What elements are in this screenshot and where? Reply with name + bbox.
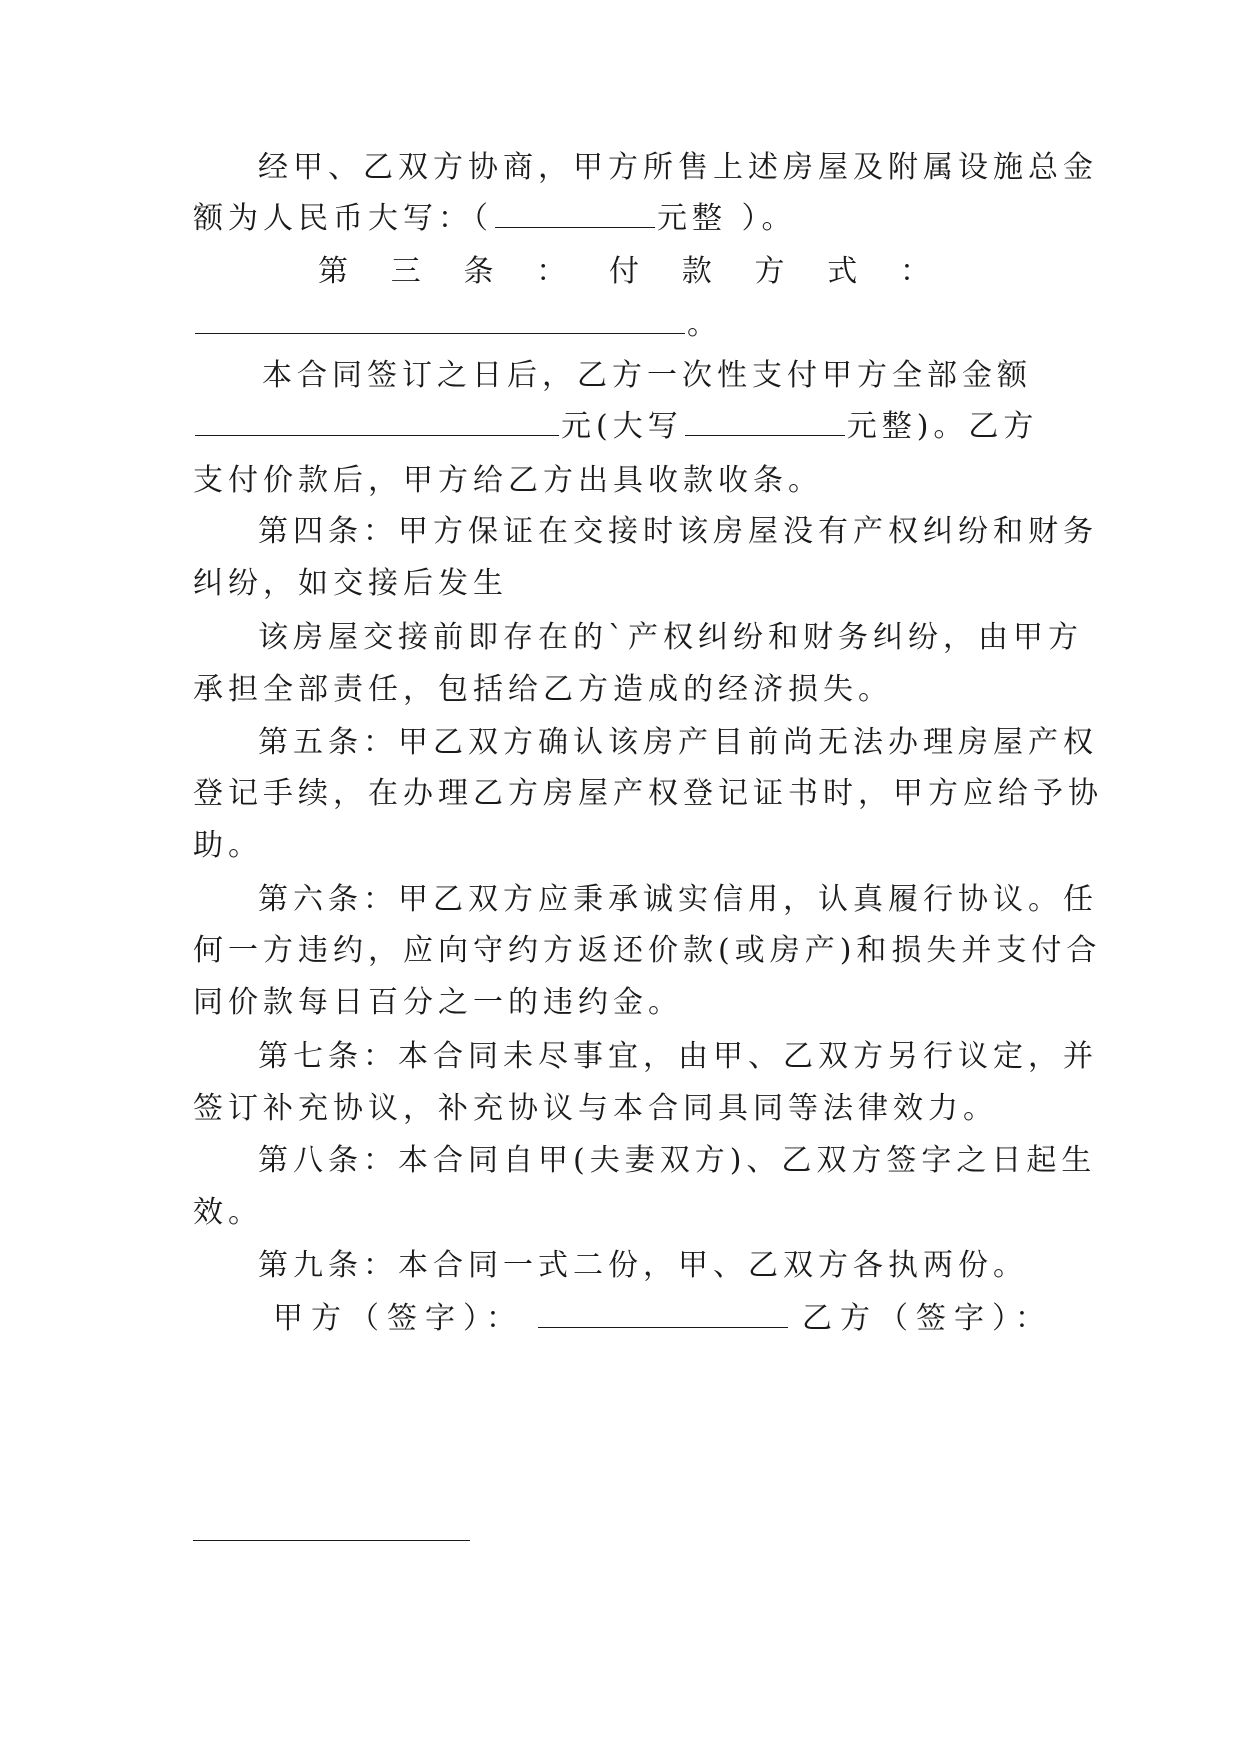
article-5-line-1 <box>258 723 1098 763</box>
article-4-text-3: 该房屋交接前即存在的`产权纠纷和财务纠纷，由甲方 <box>258 620 1083 655</box>
payment-method-end: 。 <box>687 307 722 342</box>
article-8-text-2: 效。 <box>193 1195 263 1230</box>
article-8-text-1: 第八条：本合同自甲(夫妻双方)、乙双方签字之日起生 <box>258 1143 1097 1178</box>
article-4-text-2: 纠纷，如交接后发生 <box>193 566 508 601</box>
article-3-char: 方 <box>754 254 785 289</box>
total-amount-text-2a: 额为人民币大写：（ <box>193 201 493 236</box>
total-amount-text-2b: 元整 ）。 <box>657 201 797 236</box>
article-9-line <box>258 1246 1053 1286</box>
article-5-text-3: 助。 <box>193 828 263 863</box>
total-amount-text-1: 经甲、乙双方协商，甲方所售上述房屋及附属设施总金 <box>258 150 1098 185</box>
payment-amount-words-blank[interactable] <box>685 407 845 436</box>
article-3-heading <box>318 252 930 292</box>
article-6-text-1: 第六条：甲乙双方应秉承诚实信用，认真履行协议。任 <box>258 882 1098 917</box>
party-b-signature-blank[interactable] <box>193 1540 470 1541</box>
article-7-line-2 <box>193 1089 1053 1129</box>
article-5-text-1: 第五条：甲乙双方确认该房产目前尚无法办理房屋产权 <box>258 725 1098 760</box>
article-3-char: 三 <box>390 254 421 289</box>
article-3-char: 式 <box>827 254 858 289</box>
article-4-text-4: 承担全部责任，包括给乙方造成的经济损失。 <box>193 672 893 707</box>
article-6-text-3: 同价款每日百分之一的违约金。 <box>193 985 683 1020</box>
payment-amount-blank[interactable] <box>195 407 559 436</box>
party-b-signature-label: 乙方（签字）： <box>802 1301 1053 1336</box>
total-amount-line-2 <box>193 199 1053 239</box>
payment-text-3: 支付价款后，甲方给乙方出具收款收条。 <box>193 463 823 498</box>
article-6-line-1 <box>258 880 1098 920</box>
article-7-text-1: 第七条：本合同未尽事宜，由甲、乙双方另行议定，并 <box>258 1039 1098 1074</box>
article-7-text-2: 签订补充协议，补充协议与本合同具同等法律效力。 <box>193 1091 998 1126</box>
article-6-line-2 <box>193 931 1102 971</box>
article-4-line-4 <box>193 670 1053 710</box>
party-a-signature-label: 甲方（签字）： <box>273 1301 524 1336</box>
article-4-line-2 <box>193 564 1053 604</box>
payment-method-blank[interactable] <box>195 305 685 334</box>
article-5-text-2: 登记手续，在办理乙方房屋产权登记证书时，甲方应给予协 <box>193 776 1103 811</box>
total-amount-line-1 <box>258 148 1098 188</box>
article-5-line-3 <box>193 826 1053 866</box>
payment-line-2 <box>193 407 1053 447</box>
party-a-signature-blank[interactable] <box>538 1299 788 1328</box>
article-3-char: ： <box>900 254 930 289</box>
payment-text-2b: 元整)。乙方 <box>846 409 1039 444</box>
article-7-line-1 <box>258 1037 1098 1077</box>
article-6-line-3 <box>193 983 1053 1023</box>
article-5-line-2 <box>193 774 1103 814</box>
article-8-line-1 <box>258 1141 1097 1181</box>
article-4-text-1: 第四条：甲方保证在交接时该房屋没有产权纠纷和财务 <box>258 514 1098 549</box>
payment-text-1: 本合同签订之日后，乙方一次性支付甲方全部金额 <box>262 358 1032 393</box>
article-9-text: 第九条：本合同一式二份，甲、乙双方各执两份。 <box>258 1248 1028 1283</box>
article-8-line-2 <box>193 1193 1053 1233</box>
total-amount-blank[interactable] <box>495 199 655 228</box>
article-4-line-3 <box>258 618 1083 658</box>
article-6-text-2: 何一方违约，应向守约方返还价款(或房产)和损失并支付合 <box>193 933 1102 968</box>
article-4-line-1 <box>258 512 1098 552</box>
payment-line-1 <box>262 356 1053 396</box>
payment-text-2a: 元(大写 <box>561 409 683 444</box>
payment-method-line <box>193 305 1053 345</box>
article-3-char: ： <box>536 254 567 289</box>
article-3-char: 条 <box>463 254 494 289</box>
signature-line <box>273 1299 1053 1339</box>
article-3-char: 付 <box>609 254 639 289</box>
article-3-char: 第 <box>318 254 348 289</box>
article-3-char: 款 <box>681 254 712 289</box>
payment-line-3 <box>193 461 1053 501</box>
